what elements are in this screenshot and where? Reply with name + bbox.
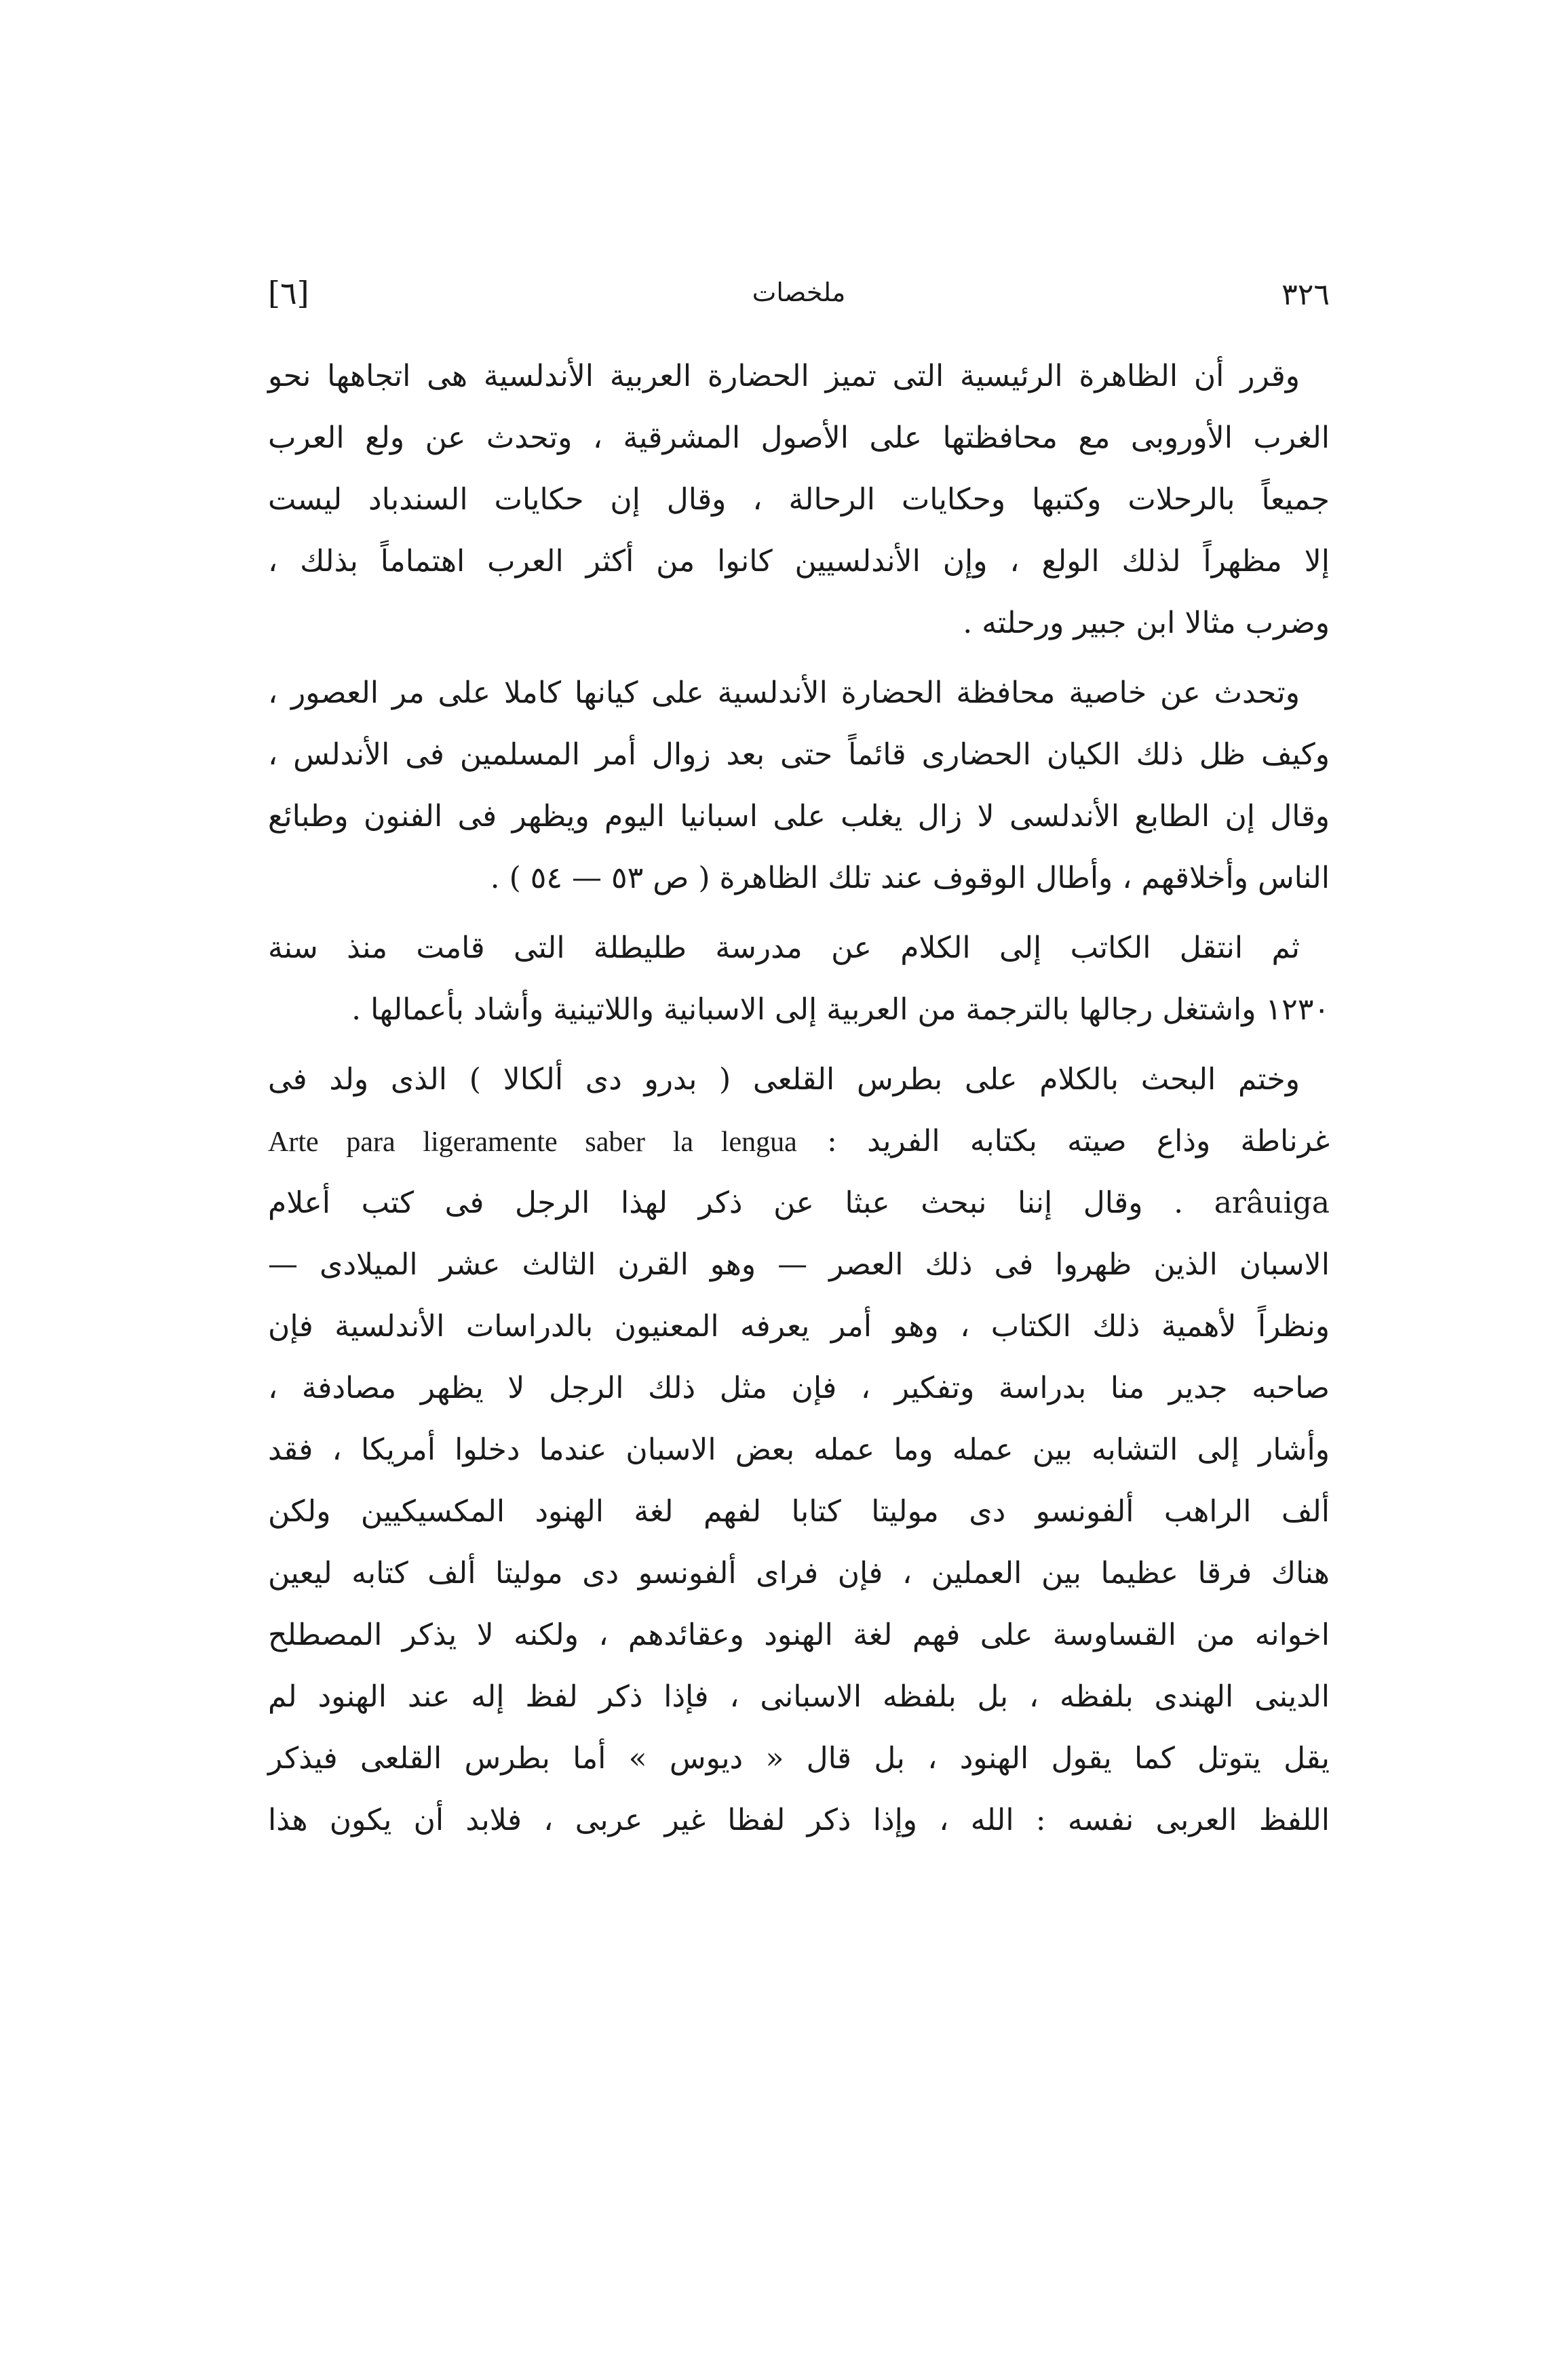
text-line: صاحبه جدير منا بدراسة وتفكير ، فإن مثل ذلك الرجل لا يظهر مصادفة ، [268, 1371, 1330, 1405]
text-line: وضرب مثالا ابن جبير ورحلته . [963, 606, 1330, 640]
text-line: اللفظ العربى نفسه : الله ، وإذا ذكر لفظا غير عربى ، فلابد أن يكون هذا [268, 1803, 1330, 1837]
paragraph-4 [268, 1049, 1330, 1851]
text-line: ألف الراهب ألفونسو دى موليتا كتابا لفهم لغة الهنود المكسيكيين ولكن [268, 1494, 1330, 1529]
text-line: وكيف ظل ذلك الكيان الحضارى قائماً حتى بعد زوال أمر المسلمين فى الأندلس ، [268, 737, 1330, 772]
running-header [268, 275, 1330, 322]
text-line: ثم انتقل الكاتب إلى الكلام عن مدرسة طليطلة التى قامت منذ سنة [268, 931, 1300, 965]
latin-book-title: Arte para ligeramente saber la lengua [268, 1127, 797, 1158]
text-line: اخوانه من القساوسة على فهم لغة الهنود وعقائدهم ، ولكنه لا يذكر المصطلح [268, 1618, 1330, 1652]
text-line: ١٢٣٠ واشتغل رجالها بالترجمة من العربية إلى الاسبانية واللاتينية وأشاد بأعمالها . [351, 992, 1330, 1027]
paragraph-2 [268, 662, 1330, 909]
text-line-with-latin [268, 1110, 1330, 1172]
text-line: جميعاً بالرحلات وكتبها وحكايات الرحالة ، وقال إن حكايات السندباد ليست [268, 482, 1330, 517]
text-line: arâuiga . وقال إننا نبحث عبثا عن ذكر لهذا الرجل فى كتب أعلام [268, 1186, 1330, 1220]
text-line: وختم البحث بالكلام على بطرس القلعى ( بدرو دى ألكالا ) الذى ولد فى [268, 1062, 1300, 1097]
text-line: إلا مظهراً لذلك الولع ، وإن الأندلسيين كانوا من أكثر العرب اهتماماً بذلك ، [268, 544, 1330, 579]
text-line: وأشار إلى التشابه بين عمله وما عمله بعض الاسبان عندما دخلوا أمريكا ، فقد [268, 1432, 1330, 1467]
paragraph-1 [268, 345, 1330, 654]
document-page [268, 275, 1330, 1835]
text-line: هناك فرقا عظيما بين العملين ، فإن فراى ألفونسو دى موليتا ألف كتابه ليعين [268, 1556, 1330, 1591]
text-line: وقرر أن الظاهرة الرئيسية التى تميز الحضارة العربية الأندلسية هى اتجاهها نحو [268, 359, 1300, 393]
text-line: الدينى الهندى بلفظه ، بل بلفظه الاسبانى ، فإذا ذكر لفظ إله عند الهنود لم [268, 1679, 1330, 1714]
text-line: الغرب الأوروبى مع محافظتها على الأصول المشرقية ، وتحدث عن ولع العرب [268, 421, 1330, 455]
paragraph-3 [268, 917, 1330, 1040]
body-text [268, 345, 1330, 1851]
text-line: وقال إن الطابع الأندلسى لا زال يغلب على اسبانيا اليوم ويظهر فى الفنون وطبائع [268, 799, 1330, 834]
text-line: الاسبان الذين ظهروا فى ذلك العصر — وهو القرن الثالث عشر الميلادى — [268, 1247, 1330, 1282]
text-line: وتحدث عن خاصية محافظة الحضارة الأندلسية على كيانها كاملا على مر العصور ، [268, 676, 1300, 710]
text-line: ونظراً لأهمية ذلك الكتاب ، وهو أمر يعرفه المعنيون بالدراسات الأندلسية فإن [268, 1309, 1330, 1344]
section-title: ملخصات [752, 277, 846, 307]
text-segment: غرناطة وذاع صيته بكتابه الفريد : [827, 1124, 1330, 1158]
page-number: ٣٢٦ [1281, 277, 1330, 312]
text-line: الناس وأخلاقهم ، وأطال الوقوف عند تلك الظاهرة ( ص ٥٣ — ٥٤ ) . [490, 861, 1330, 895]
bracket-number: [٦] [268, 275, 309, 311]
text-line: يقل يتوتل كما يقول الهنود ، بل قال « ديوس » أما بطرس القلعى فيذكر [268, 1741, 1330, 1776]
